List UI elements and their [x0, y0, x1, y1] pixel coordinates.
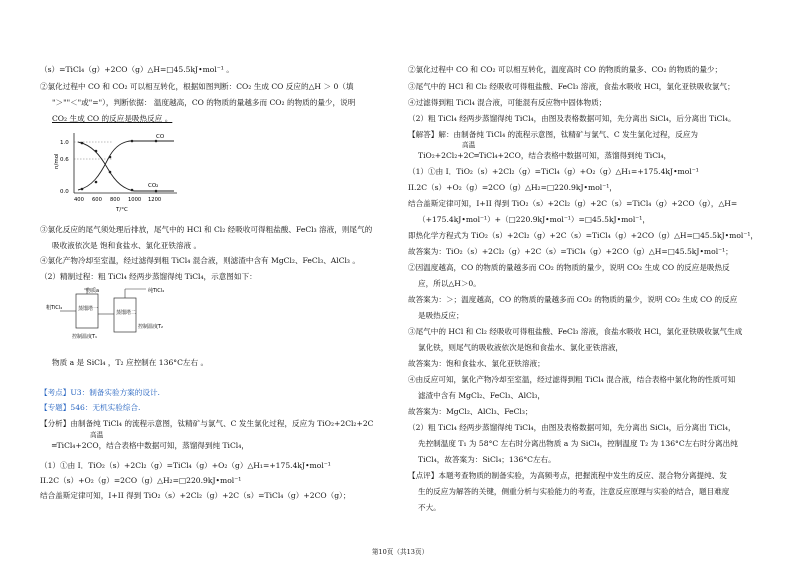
right-line-14: 应，所以△H＞0。: [418, 279, 481, 288]
right-line-25: TiCl₄，故答案为：SiCl₄；136°C左右。: [418, 455, 556, 464]
right-line-13: ②因温度越高，CO 的物质的量越多而 CO₂ 的物质的量少，说明 CO₂ 生成 CO 的反应是吸热反: [408, 263, 730, 272]
left-line-1: （s）=TiCl₄（g）+2CO（g）△H=□45.5kJ•mol⁻¹ 。: [40, 65, 234, 74]
right-line-9: 结合盖斯定律可知，I+II 得到 TiO₂（s）+2Cl₂（g）+2C（s）=TiCl₄（g）+2CO（g），△H=: [408, 199, 738, 208]
kaodian-text: 【考点】U3：制备实验方案的设计.: [40, 388, 160, 397]
left-line-4: CO₂ 生成 CO 的反应是吸热反应 。: [52, 114, 173, 123]
chart-tick-2: 0.6: [60, 157, 69, 163]
right-line-2: ③尾气中的 HCl 和 Cl₂ 经吸收可得粗盐酸、FeCl₃ 溶液，食盐水吸收 HCl，氯化亚铁吸收氯气；: [408, 82, 735, 91]
right-line-15: 故答案为：＞；温度越高，CO 的物质的量越多而 CO₂ 的物质的量少，说明 CO₂ 生成 CO 的反应: [408, 295, 738, 304]
right-line-18: 氯化铁，则尾气的吸收液依次是饱和食盐水、氯化亚铁溶液，: [418, 343, 624, 352]
left-line-14: （1）①由 I．TiO₂（s）+2Cl₂（g）=TiCl₄（g）+O₂（g）△H₁=+175.4kJ•mol⁻¹: [40, 461, 331, 470]
right-line-6: TiO₂+2Cl₂+2C═TiCl₄+2CO，结合表格中数据可知，蒸馏得到纯 TiCl₄，: [418, 151, 672, 160]
left-line-3: "＞""＜"或"="），判断依据： 温度越高，CO 的物质的量越多而 CO₂ 的物质的量少，说明: [52, 98, 356, 107]
left-line-9: 物质 a 是 SiCl₄ ，T₂ 应控制在 136°C左右 。: [52, 358, 209, 367]
left-line-11: [40, 404, 140, 412]
left-line-16: 结合盖斯定律可知，I+II 得到 TiO₂（s）+2Cl₂（g）+2C（s）=TiCl₄（g）+2CO（g）；: [40, 491, 351, 500]
left-line-8: （2）精制过程：粗 TiCl₄ 经两步蒸馏得纯 TiCl₄，示意图如下：: [40, 272, 257, 281]
diagram-label-t2: 控制温度T₂: [138, 324, 164, 330]
diagram-label-pure: 纯TiCl₄: [148, 288, 165, 294]
right-line-6a: 高温: [462, 141, 476, 149]
right-line-27: 生的反应为解答的关键，侧重分析与实验能力的考查，注意反应原理与实验的结合，题目难度: [418, 487, 730, 496]
diagram-label-crude: 粗TiCl₄: [46, 305, 63, 311]
chart-label-co2: CO₂: [148, 183, 159, 189]
right-line-19: 故答案为：饱和食盐水、氯化亚铁溶液；: [408, 359, 545, 368]
left-line-5: ③氯化反应的尾气须处理后排放，尾气中的 HCl 和 Cl₂ 经吸收可得粗盐酸、FeCl₃ 溶液，则尾气的: [40, 225, 373, 234]
tower-2-label: 蒸馏塔二: [116, 310, 137, 316]
chart-x-3: 800: [110, 197, 120, 203]
distillation-diagram: [46, 284, 186, 342]
right-line-10: （+175.4kJ•mol⁻¹）+（□220.9kJ•mol⁻¹）=□45.5kJ•mol⁻¹，: [418, 215, 650, 224]
diagram-label-t1: 控制温度T₁: [72, 334, 98, 340]
chart-tick-3: 0.0: [60, 189, 69, 195]
right-line-11: 即热化学方程式为 TiO₂（s）+2Cl₂（g）+2C（s）=TiCl₄（g）+2CO（g）△H=□45.5kJ•mol⁻¹，: [408, 231, 758, 240]
chart-x-1: 400: [74, 197, 84, 203]
chart-xlabel: T/°C: [116, 207, 128, 213]
right-line-12: 故答案为：TiO₂（s）+2Cl₂（g）+2C（s）=TiCl₄（g）+2CO（g）△H=□45.5kJ•mol⁻¹；: [408, 247, 733, 256]
right-line-7: （1）①由 I．TiO₂（s）+2Cl₂（g）=TiCl₄（g）+O₂（g）△H₁=+175.4kJ•mol⁻¹: [408, 167, 699, 176]
left-line-15: II.2C（s）+O₂（g）=2CO（g）△H₂=□220.9kJ•mol⁻¹: [40, 476, 242, 485]
co2-curve: [78, 142, 174, 191]
left-line-6: 吸收液依次是 饱和食盐水、氯化亚铁溶液 。: [52, 241, 202, 250]
chart-label-co: CO: [156, 134, 165, 140]
right-line-1: ②氯化过程中 CO 和 CO₂ 可以相互转化，温度高时 CO 的物质的量多、CO₂ 的物质的量少；: [408, 65, 723, 74]
right-line-26: 【点评】本题考查物质的制备实验，为高频考点，把握流程中发生的反应、混合物分离提纯、发: [408, 471, 727, 480]
left-line-12b: 高温: [90, 431, 104, 439]
left-line-13: ═TiCl₄+2CO，结合表格中数据可知，蒸馏得到纯 TiCl₄，: [52, 441, 249, 450]
right-line-8: II.2C（s）+O₂（g）=2CO（g）△H₂=□220.9kJ•mol⁻¹，: [408, 183, 617, 192]
chart-ylabel: n/mol: [54, 153, 60, 169]
right-line-4: （2）粗 TiCl₄ 经两步蒸馏得纯 TiCl₄，由图及表格数据可知，先分离出 SiCl₄，后分离出 TiCl₄。: [408, 114, 736, 123]
chart-x-2: 600: [92, 197, 102, 203]
diagram-label-a: 物质a: [86, 288, 100, 294]
left-line-10: [40, 389, 160, 397]
right-line-16: 是吸热反应；: [418, 311, 464, 320]
right-line-24: 先控制温度 T₁ 为 58°C 左右时分离出物质 a 为 SiCl₄，控制温度 T₂ 为 136°C左右时分离出纯: [418, 439, 738, 448]
right-line-17: ③尾气中的 HCl 和 Cl₂ 经吸收可得粗盐酸、FeCl₃ 溶液，食盐水吸收 HCl，氯化亚铁吸收氯气生成: [408, 327, 743, 336]
chart-x-5: 1200: [148, 197, 162, 203]
right-line-20: ④由反应可知，氯化产物冷却至室温，经过滤得到粗 TiCl₄ 混合液，结合表格中氯化物的性质可知: [408, 375, 736, 384]
tower-1-label: 蒸馏塔一: [78, 306, 99, 312]
chart-tick-1: 1.0: [60, 140, 69, 146]
right-column: [400, 0, 800, 565]
zhuanti-text: 【专题】546：无机实验综合.: [40, 403, 141, 412]
left-line-7: ④氯化产物冷却至室温，经过滤得到粗 TiCl₄ 混合液，则滤渣中含有 MgCl₂、FeCl₃、AlCl₃ 。: [40, 256, 360, 265]
right-line-3: ④过滤得到粗 TiCl₄ 混合液，可能混有反应物中固体物质；: [408, 98, 607, 107]
right-line-28: 不大。: [418, 503, 441, 512]
right-line-21: 滤渣中含有 MgCl₂、FeCl₃、AlCl₃，: [418, 391, 545, 400]
right-line-23: （2）粗 TiCl₄ 经两步蒸馏得纯 TiCl₄，由图及表格数据可知，先分离出 SiCl₄，后分离出 TiCl₄，: [408, 423, 736, 432]
right-line-22: 故答案为：MgCl₂、AlCl₃、FeCl₃；: [408, 407, 533, 416]
left-line-12: 【分析】由制备纯 TiCl₄ 的流程示意图，钛精矿与氯气、C 发生氯化过程，反应为 TiO₂+2Cl₂+2C: [40, 419, 374, 428]
page-footer: 第10页（共13页）: [371, 548, 429, 556]
co-co2-chart: [52, 127, 187, 217]
left-line-2: ②氯化过程中 CO 和 CO₂ 可以相互转化，根据如图判断：CO₂ 生成 CO 反应的△H ＞ 0（填: [40, 82, 354, 91]
right-line-5: 【解答】解：由制备纯 TiCl₄ 的流程示意图，钛精矿与氯气、C 发生氯化过程，反应为: [408, 130, 699, 139]
chart-x-4: 1000: [128, 197, 142, 203]
